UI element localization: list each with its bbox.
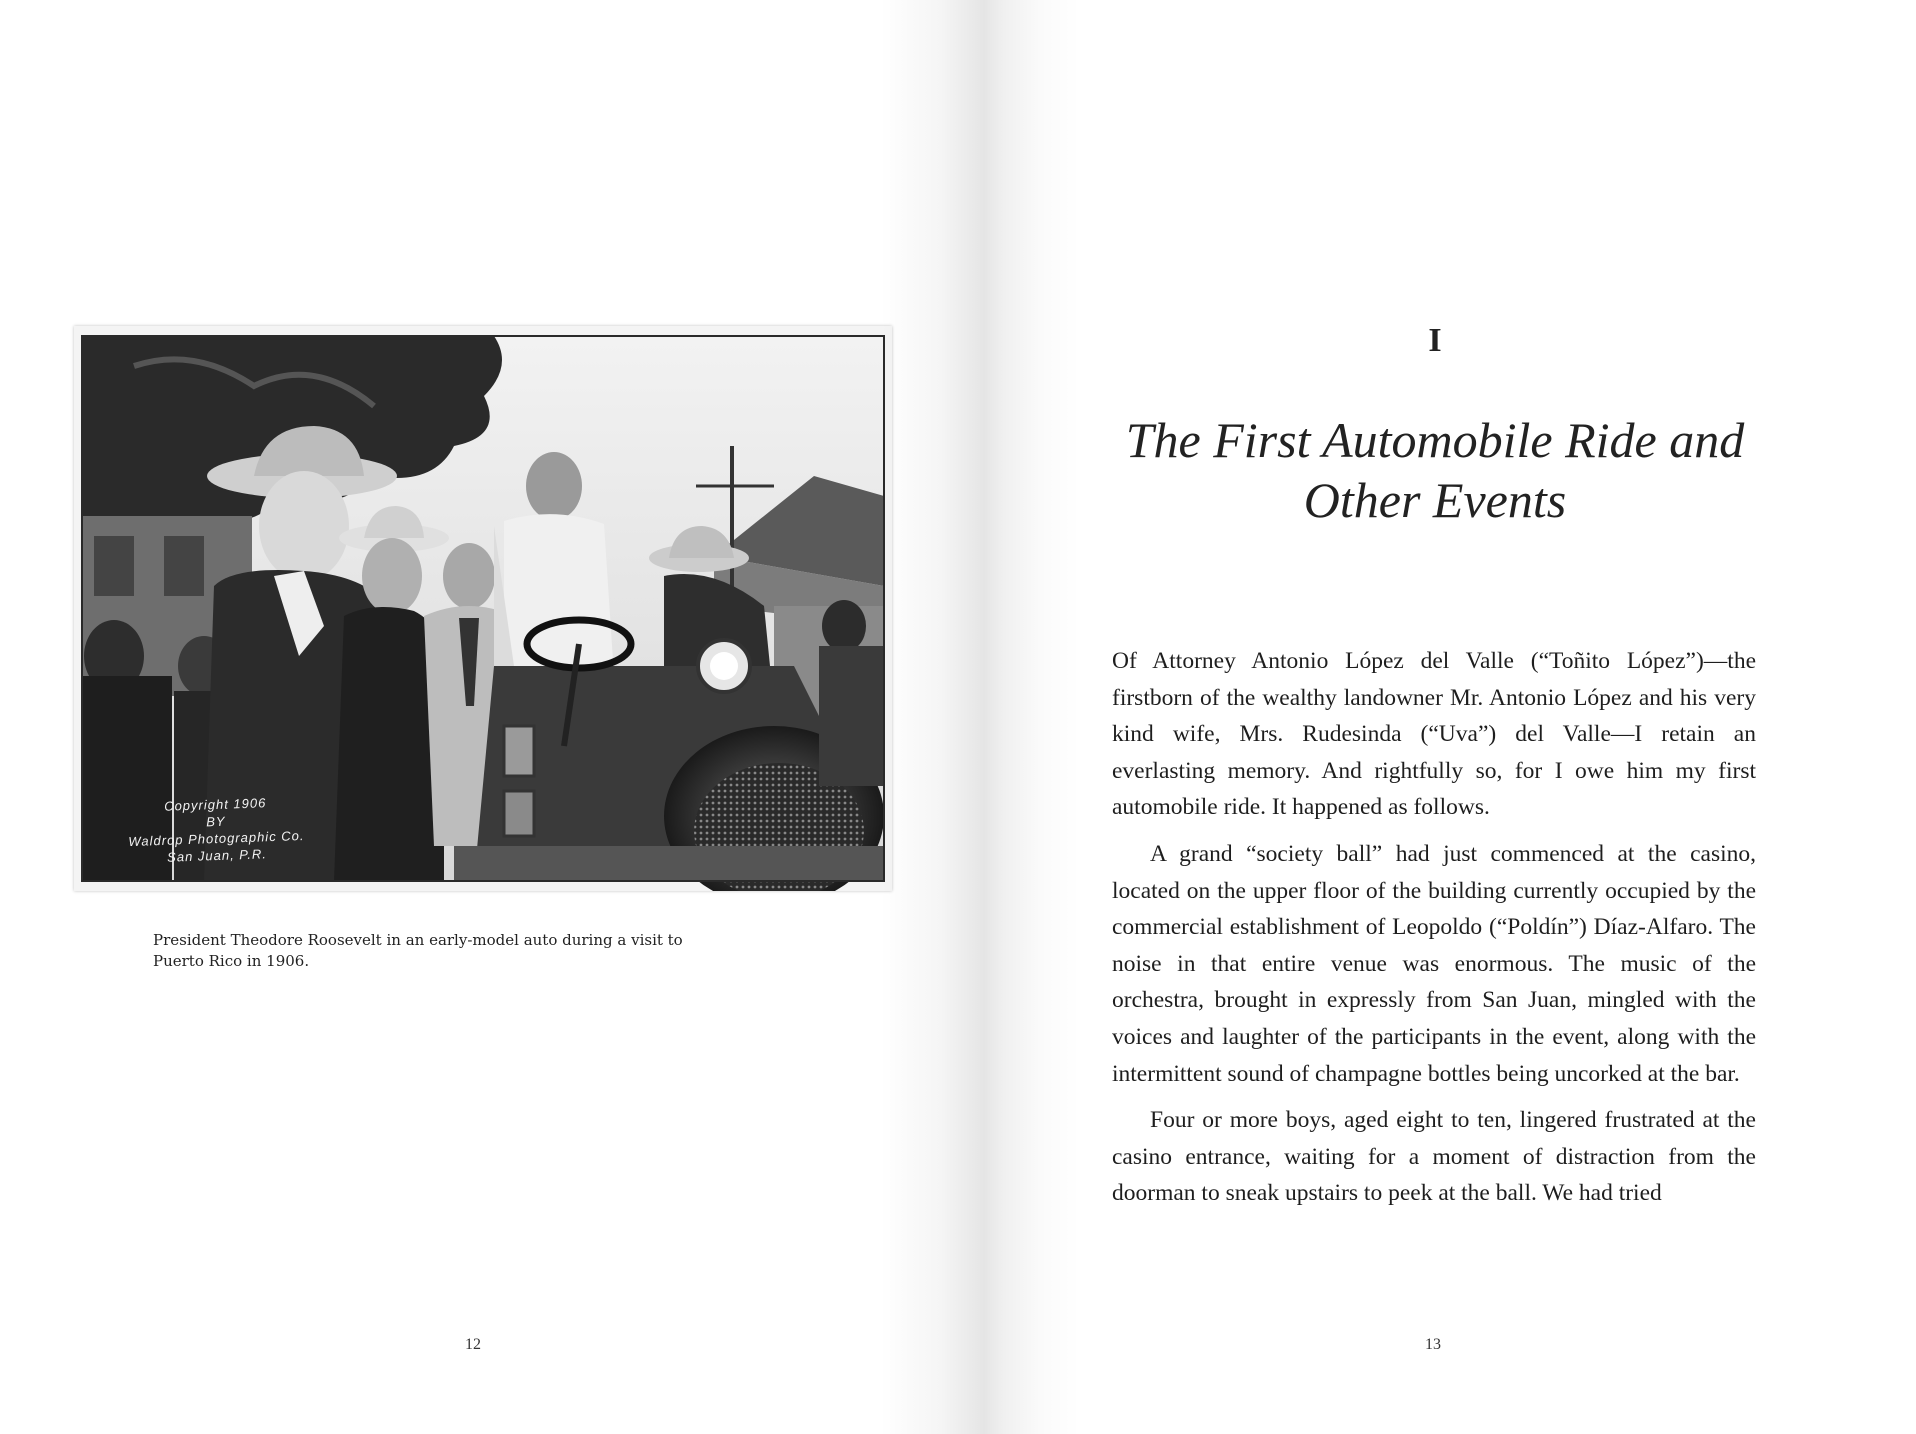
- body-paragraph: Four or more boys, aged eight to ten, lingered frustrated at the casino entrance, waiting for a moment of distraction from the doorman to sneak upstairs to peek at the ball. We had tried: [1112, 1107, 1756, 1207]
- stamp-line: Waldrop Photographic Co.: [128, 827, 305, 850]
- body-paragraph: A grand “society ball” had just commenced at the casino, located on the upper floor of the building currently occupied by the commercial establishment of Leopoldo (“Poldín”) Díaz-Alfaro. The noise in that entire venue was enormous. The music of the orchestra, brought in expressly from San Juan, mingled with the voices and laughter of the participants in the event, along with the intermittent sound of champagne bottles being uncorked at the bar.: [1112, 840, 1756, 1087]
- stamp-line: San Juan, P.R.: [166, 846, 268, 865]
- stamp-line: Copyright 1906: [163, 795, 267, 814]
- chapter-title-line: Other Events: [1303, 472, 1567, 528]
- chapter-body: [1112, 643, 1756, 1222]
- photo-caption: President Theodore Roosevelt in an early-model auto during a visit to Puerto Rico in 1906.: [153, 931, 683, 970]
- page-number-left: 12: [465, 1336, 481, 1353]
- body-paragraph: Of Attorney Antonio López del Valle (“Toñito López”)—the firstborn of the wealthy landowner Mr. Antonio López and his very kind wife, Mrs. Rudesinda (“Uva”) del Valle—I retain an everlasting memory. And rightfully so, for I owe him my first automobile ride. It happened as follows.: [1112, 648, 1756, 821]
- left-page: [0, 0, 940, 1434]
- stamp-line: BY: [205, 813, 226, 830]
- chapter-title: [1112, 410, 1758, 530]
- photo-copyright-stamp: [127, 793, 306, 867]
- page-number-right: 13: [1425, 1336, 1441, 1353]
- chapter-number: I: [1428, 322, 1442, 359]
- chapter-title-line: The First Automobile Ride and: [1125, 412, 1745, 468]
- historical-photo: [74, 326, 892, 891]
